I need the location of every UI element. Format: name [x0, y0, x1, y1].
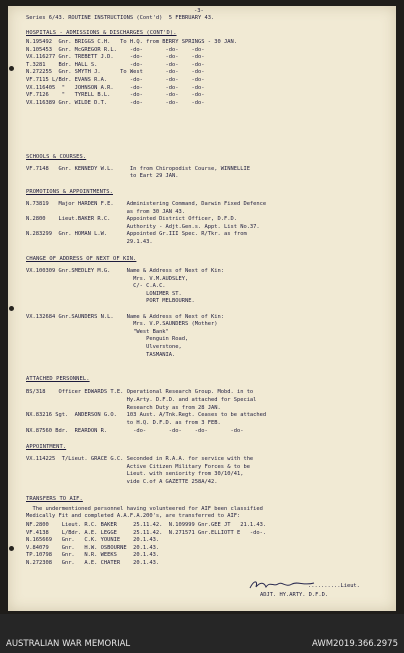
- transfer-row: V.84079 Gnr. H.W. OSBOURNE 20.1.43.: [26, 544, 160, 551]
- punch-hole: [9, 546, 14, 551]
- next-of-kin-row: VX.100309 Gnr.SMEDLEY M.G. Name & Address of Next of Kin:: [26, 268, 224, 274]
- hospital-row: VX.116405 " JOHNSON A.R. -do- -do- -do-: [26, 84, 205, 91]
- promotion-row: N.2800 Lieut.BAKER R.C. Appointed District Officer, D.F.D.: [26, 216, 237, 223]
- section-heading-schools: SCHOOLS & COURSES.: [26, 154, 87, 160]
- hospital-row: VX.116277 Gnr. TREBETT J.D. -do- -do- -do-: [26, 54, 205, 61]
- transfer-row: TP.10798 Gnr. N.R. WEEKS 20.1.43.: [26, 552, 160, 559]
- hospital-row: N.272255 Gnr. SMYTH J. To West -do- -do-: [26, 69, 205, 76]
- transfers-intro: Medically Fit and completed A.A.F.A.200's, are transferred to AIF:: [26, 513, 241, 519]
- next-of-kin-row: Penguin Road,: [26, 336, 189, 343]
- page-header: Series 6/43. ROUTINE INSTRUCTIONS (Cont'd) 5 FEBRUARY 43.: [26, 15, 215, 21]
- footer-institution: AUSTRALIAN WAR MEMORIAL: [6, 639, 131, 649]
- hospital-row: N.195492 Gnr. BRIGGS C.H. To H.Q. from BERRY SPRINGS - 30 JAN.: [26, 39, 237, 45]
- hospital-row: VF.7126 " TYRELL B.L. -do- -do- -do-: [26, 92, 205, 99]
- hospital-row: T.3281 Bdr. HALL S. -do- -do- -do-: [26, 61, 205, 68]
- attached-row: NX.83216 Sgt. ANDERSON G.O. 103 Aust. A/Tnk.Regt. Ceases to be attached: [26, 412, 267, 419]
- attached-row: BS/318 Officer EDWARDS T.E. Operational Research Group. Mobd. in to: [26, 389, 254, 395]
- next-of-kin-row: PORT MELBOURNE.: [26, 298, 195, 305]
- appointment-row: Lieut. with seniority from 30/10/41,: [26, 471, 244, 478]
- section-heading-promotions: PROMOTIONS & APPOINTMENTS.: [26, 189, 113, 195]
- appointment-row: Active Citizen Military Forces & to be: [26, 463, 250, 470]
- appointment-row: VX.114225 T/Lieut. GRACE G.C. Seconded in R.A.A. for service with the: [26, 456, 254, 462]
- document-page: [8, 6, 396, 611]
- next-of-kin-row: VX.132684 Gnr.SAUNDERS N.L. Name & Address of Next of Kin:: [26, 313, 224, 320]
- appointment-row: vide C.of A GAZETTE 258A/42.: [26, 478, 218, 485]
- punch-hole: [9, 306, 14, 311]
- transfer-row: N.272308 Gnr. A.E. CHATER 20.1.43.: [26, 560, 160, 566]
- hospital-row: N.105453 Gnr. McGREGOR R.L. -do- -do- -do-: [26, 46, 205, 53]
- transfer-row: NF.2800 Lieut. R.C. BAKER 25.11.42. N.109999 Gnr.GEE JT 21.1.43.: [26, 522, 267, 528]
- footer-bar: [0, 614, 404, 653]
- schools-row: to Eart 29 JAN.: [26, 173, 179, 179]
- page-number: -3-: [194, 8, 204, 14]
- promotion-row: as from 30 JAN 43.: [26, 208, 186, 215]
- section-heading-next-of-kin: CHANGE OF ADDRESS OF NEXT OF KIN.: [26, 256, 137, 262]
- signature-line: ..........Lieut.: [308, 583, 360, 589]
- schools-row: VF.7148 Gnr. KENNEDY W.L. In from Chiropodist Course, WINNELLIE: [26, 166, 250, 172]
- section-heading-appointment: APPOINTMENT.: [26, 444, 67, 450]
- next-of-kin-row: Ulverstone,: [26, 344, 182, 350]
- attached-row: Hy.Arty. D.F.D. and attached for Special: [26, 396, 257, 403]
- next-of-kin-row: Mrs. V.M.AUDSLEY,: [26, 275, 189, 282]
- hospital-row: VX.116389 Gnr. WILDE D.T. -do- -do- -do-: [26, 99, 205, 106]
- promotion-row: 29.1.43.: [26, 239, 153, 245]
- section-heading-attached: ATTACHED PERSONNEL.: [26, 376, 90, 382]
- signature-title: ADJT. HY.ARTY. D.F.D.: [260, 592, 329, 598]
- section-heading-hospitals: HOSPITALS - ADMISSIONS & DISCHARGES (CONT'D).: [26, 30, 177, 36]
- next-of-kin-row: C/- C.A.C.: [26, 283, 166, 290]
- promotion-row: Authority - Adjt.Gen.s. Appt. List No.37.: [26, 223, 260, 230]
- promotion-row: N.73819 Major HARDEN F.E. Administering Command, Darwin Fixed Defence: [26, 201, 267, 207]
- promotion-row: N.283299 Gnr. HOMAN L.W. Appointed Gr.III Spec. R/Tkr. as from: [26, 231, 247, 238]
- section-heading-transfers: TRANSFERS TO AIF.: [26, 496, 83, 502]
- next-of-kin-row: Mrs. V.P.SAUNDERS (Mother): [26, 321, 218, 328]
- footer-accession-number: AWM2019.366.2975: [312, 639, 398, 649]
- transfer-row: VF.4138 L/Bdr. A.E. LEGGE 25.11.42. N.271571 Gnr.ELLIOTT E -do-.: [26, 529, 267, 536]
- transfer-row: N.165669 Gnr. C.K. YOUNIE 20.1.43.: [26, 537, 160, 544]
- punch-hole: [9, 66, 14, 71]
- attached-row: to H.Q. D.F.D. as from 3 FEB.: [26, 420, 221, 427]
- attached-row: Research Duty as from 28 JAN.: [26, 404, 221, 411]
- attached-row: NX.87560 Bdr. REARDON R. -do- -do- -do- -do-: [26, 428, 244, 434]
- next-of-kin-row: "West Bank": [26, 328, 169, 335]
- hospital-row: VF.7115 L/Bdr. EVANS R.A. -do- -do- -do-: [26, 77, 205, 83]
- transfers-intro: The undermentioned personnel having volunteered for AIF been classified: [26, 506, 263, 512]
- next-of-kin-row: LONIMER ST.: [26, 290, 182, 297]
- next-of-kin-row: TASMANIA.: [26, 351, 176, 358]
